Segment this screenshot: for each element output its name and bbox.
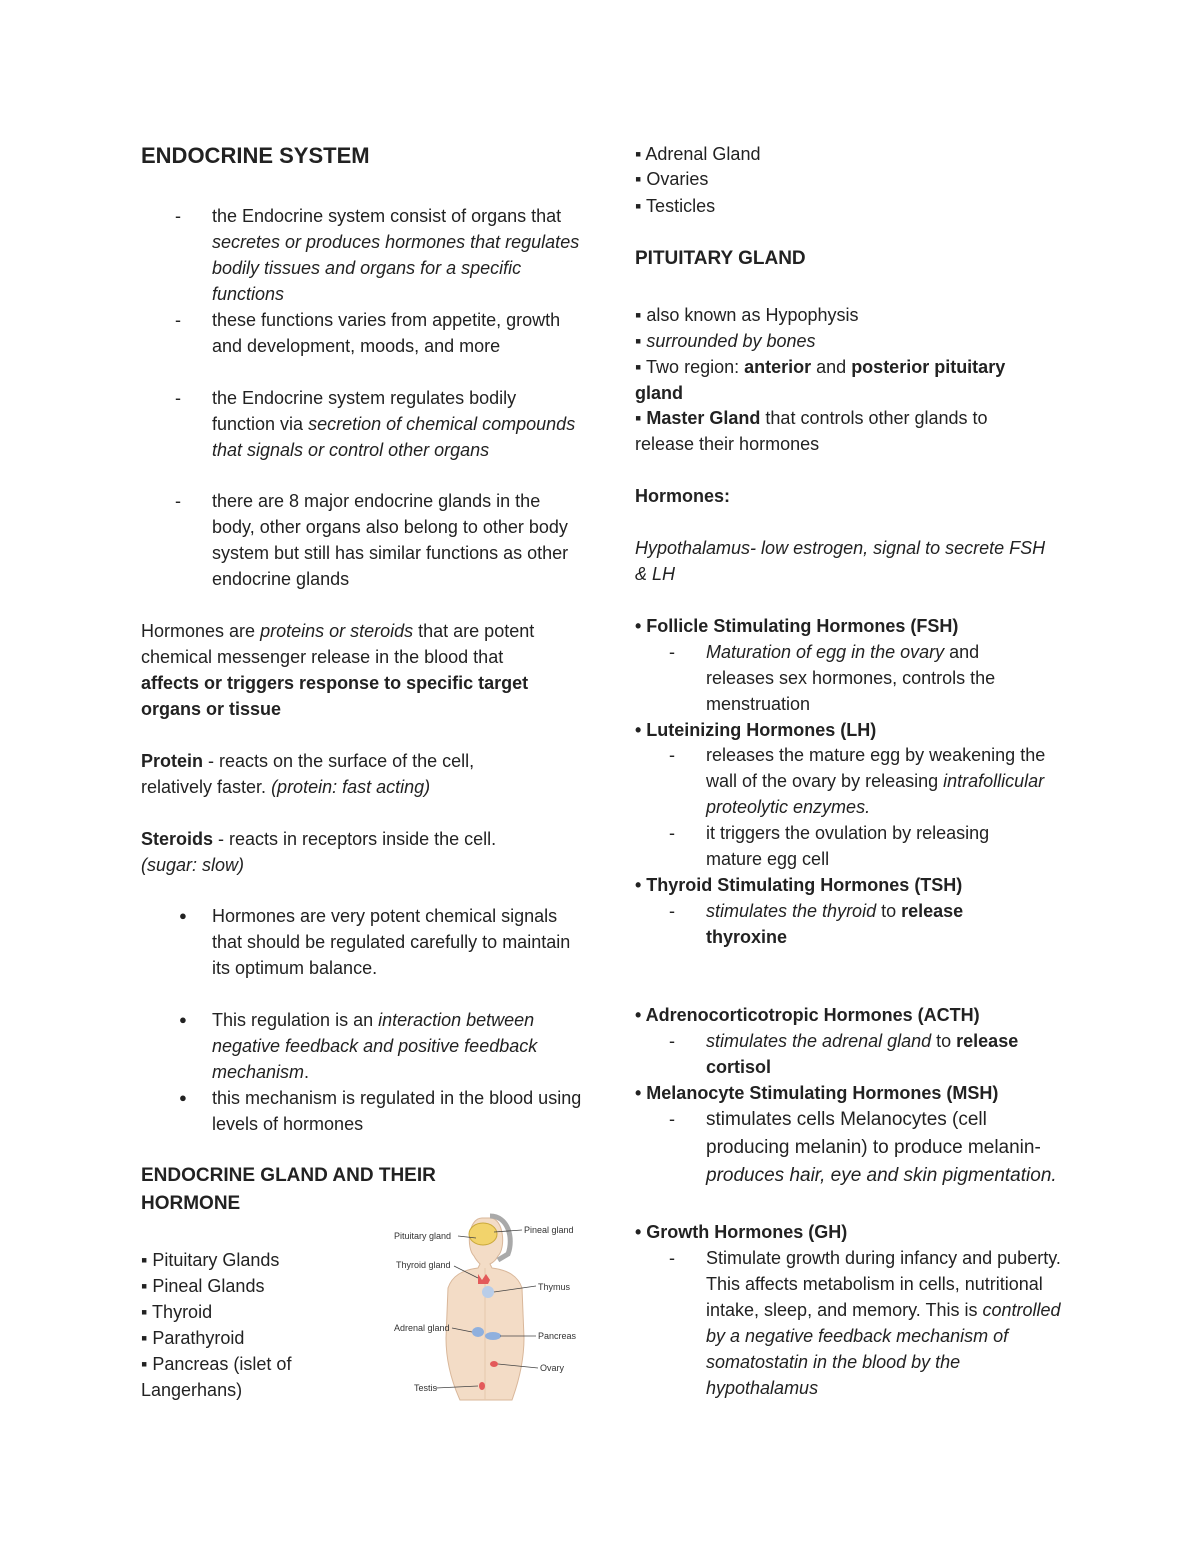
list-marker: -	[175, 206, 181, 226]
hormone-description: stimulates the adrenal gland to release cortisol	[706, 1031, 1019, 1077]
hormone-title-lh: • Luteinizing Hormones (LH)	[635, 720, 877, 740]
diagram-label: Pituitary gland	[394, 1231, 452, 1241]
bullet-marker: ●	[179, 908, 187, 923]
diagram-label: Pineal gland	[524, 1225, 574, 1235]
pituitary-fact: ▪ surrounded by bones	[635, 331, 816, 351]
bullet-marker: ●	[179, 1012, 187, 1027]
diagram-label: Pancreas	[538, 1331, 577, 1341]
gland-item: ▪ Pineal Glands	[141, 1276, 265, 1296]
list-marker: -	[175, 310, 181, 330]
list-item: there are 8 major endocrine glands in the body, other organs also belong to other body system but still has similar functions as other endocrine glands	[212, 491, 569, 589]
hormone-title-fsh: • Follicle Stimulating Hormones (FSH)	[635, 616, 959, 636]
bullet-item: Hormones are very potent chemical signals that should be regulated carefully to maintain its optimum balance.	[212, 906, 571, 978]
hypothalamus-note: Hypothalamus- low estrogen, signal to secrete FSH & LH	[635, 538, 1046, 584]
hormone-description: it triggers the ovulation by releasing mature egg cell	[706, 823, 990, 869]
list-marker: -	[669, 823, 675, 843]
gland-item: ▪ Thyroid	[141, 1302, 213, 1322]
pituitary-fact: ▪ also known as Hypophysis	[635, 305, 859, 325]
list-item: the Endocrine system consist of organs that secretes or produces hormones that regulates bodily tissues and organs for a specific functions	[212, 206, 580, 304]
diagram-label: Thyroid gland	[396, 1260, 451, 1270]
list-marker: -	[669, 1248, 675, 1268]
diagram-label: Thymus	[538, 1282, 571, 1292]
list-marker: -	[669, 1109, 675, 1129]
diagram-label: Testis	[414, 1383, 438, 1393]
gland-item: ▪ Testicles	[635, 196, 716, 216]
gland-item: ▪ Adrenal Gland	[635, 144, 761, 164]
hormones-label: Hormones:	[635, 486, 731, 506]
gland-item: ▪ Pituitary Glands	[141, 1250, 280, 1270]
pituitary-fact: ▪ Master Gland that controls other glands to release their hormones	[635, 408, 988, 454]
body-illustration	[390, 1208, 585, 1406]
list-marker: -	[669, 1031, 675, 1051]
pituitary-fact: ▪ Two region: anterior and posterior pituitary gland	[635, 357, 1006, 403]
list-item: the Endocrine system regulates bodily function via secretion of chemical compounds that signals or control other organs	[212, 388, 576, 460]
list-marker: -	[175, 388, 181, 408]
hormone-description: releases the mature egg by weakening the wall of the ovary by releasing intrafollicular proteolytic enzymes.	[706, 745, 1046, 817]
bullet-marker: ●	[179, 1090, 187, 1105]
hormone-title-msh: • Melanocyte Stimulating Hormones (MSH)	[635, 1083, 999, 1103]
hormone-title-acth: • Adrenocorticotropic Hormones (ACTH)	[635, 1005, 980, 1025]
gland-heading: ENDOCRINE GLAND AND THEIR HORMONE	[141, 1165, 436, 1214]
gland-item: ▪ Pancreas (islet of Langerhans)	[141, 1354, 292, 1400]
gland-item: ▪ Ovaries	[635, 169, 709, 189]
hormone-title-tsh: • Thyroid Stimulating Hormones (TSH)	[635, 875, 963, 895]
hormone-description: Maturation of egg in the ovary and releases sex hormones, controls the menstruation	[706, 642, 996, 714]
list-marker: -	[175, 491, 181, 511]
list-item: these functions varies from appetite, growth and development, moods, and more	[212, 310, 561, 356]
hormone-title-gh: • Growth Hormones (GH)	[635, 1222, 848, 1242]
diagram-label: Adrenal gland	[394, 1323, 450, 1333]
list-marker: -	[669, 901, 675, 921]
diagram-label: Ovary	[540, 1363, 565, 1373]
hormone-description: stimulates cells Melanocytes (cell producing melanin) to produce melanin-produces hair, eye and skin pigmentation.	[706, 1109, 1057, 1186]
hormones-definition: Hormones are proteins or steroids that are potent chemical messenger release in the blood that affects or triggers response to specific target organs or tissue	[141, 621, 535, 719]
bullet-item: this mechanism is regulated in the blood using levels of hormones	[212, 1088, 582, 1134]
endocrine-diagram	[390, 1208, 585, 1406]
list-marker: -	[669, 745, 675, 765]
page-title: ENDOCRINE SYSTEM	[141, 143, 370, 168]
hormone-description: Stimulate growth during infancy and puberty. This affects metabolism in cells, nutritional intake, sleep, and memory. This is controlled by a negative feedback mechanism of somatostatin in the blood by the hypothalamus	[706, 1248, 1061, 1398]
protein-paragraph: Protein - reacts on the surface of the cell, relatively faster. (protein: fast acting)	[141, 751, 475, 797]
bullet-item: This regulation is an interaction between negative feedback and positive feedback mechanism.	[212, 1010, 538, 1082]
list-marker: -	[669, 642, 675, 662]
gland-item: ▪ Parathyroid	[141, 1328, 245, 1348]
pituitary-heading: PITUITARY GLAND	[635, 248, 806, 269]
hormone-description: stimulates the thyroid to release thyroxine	[706, 901, 964, 947]
steroids-paragraph: Steroids - reacts in receptors inside the cell. (sugar: slow)	[141, 829, 497, 875]
